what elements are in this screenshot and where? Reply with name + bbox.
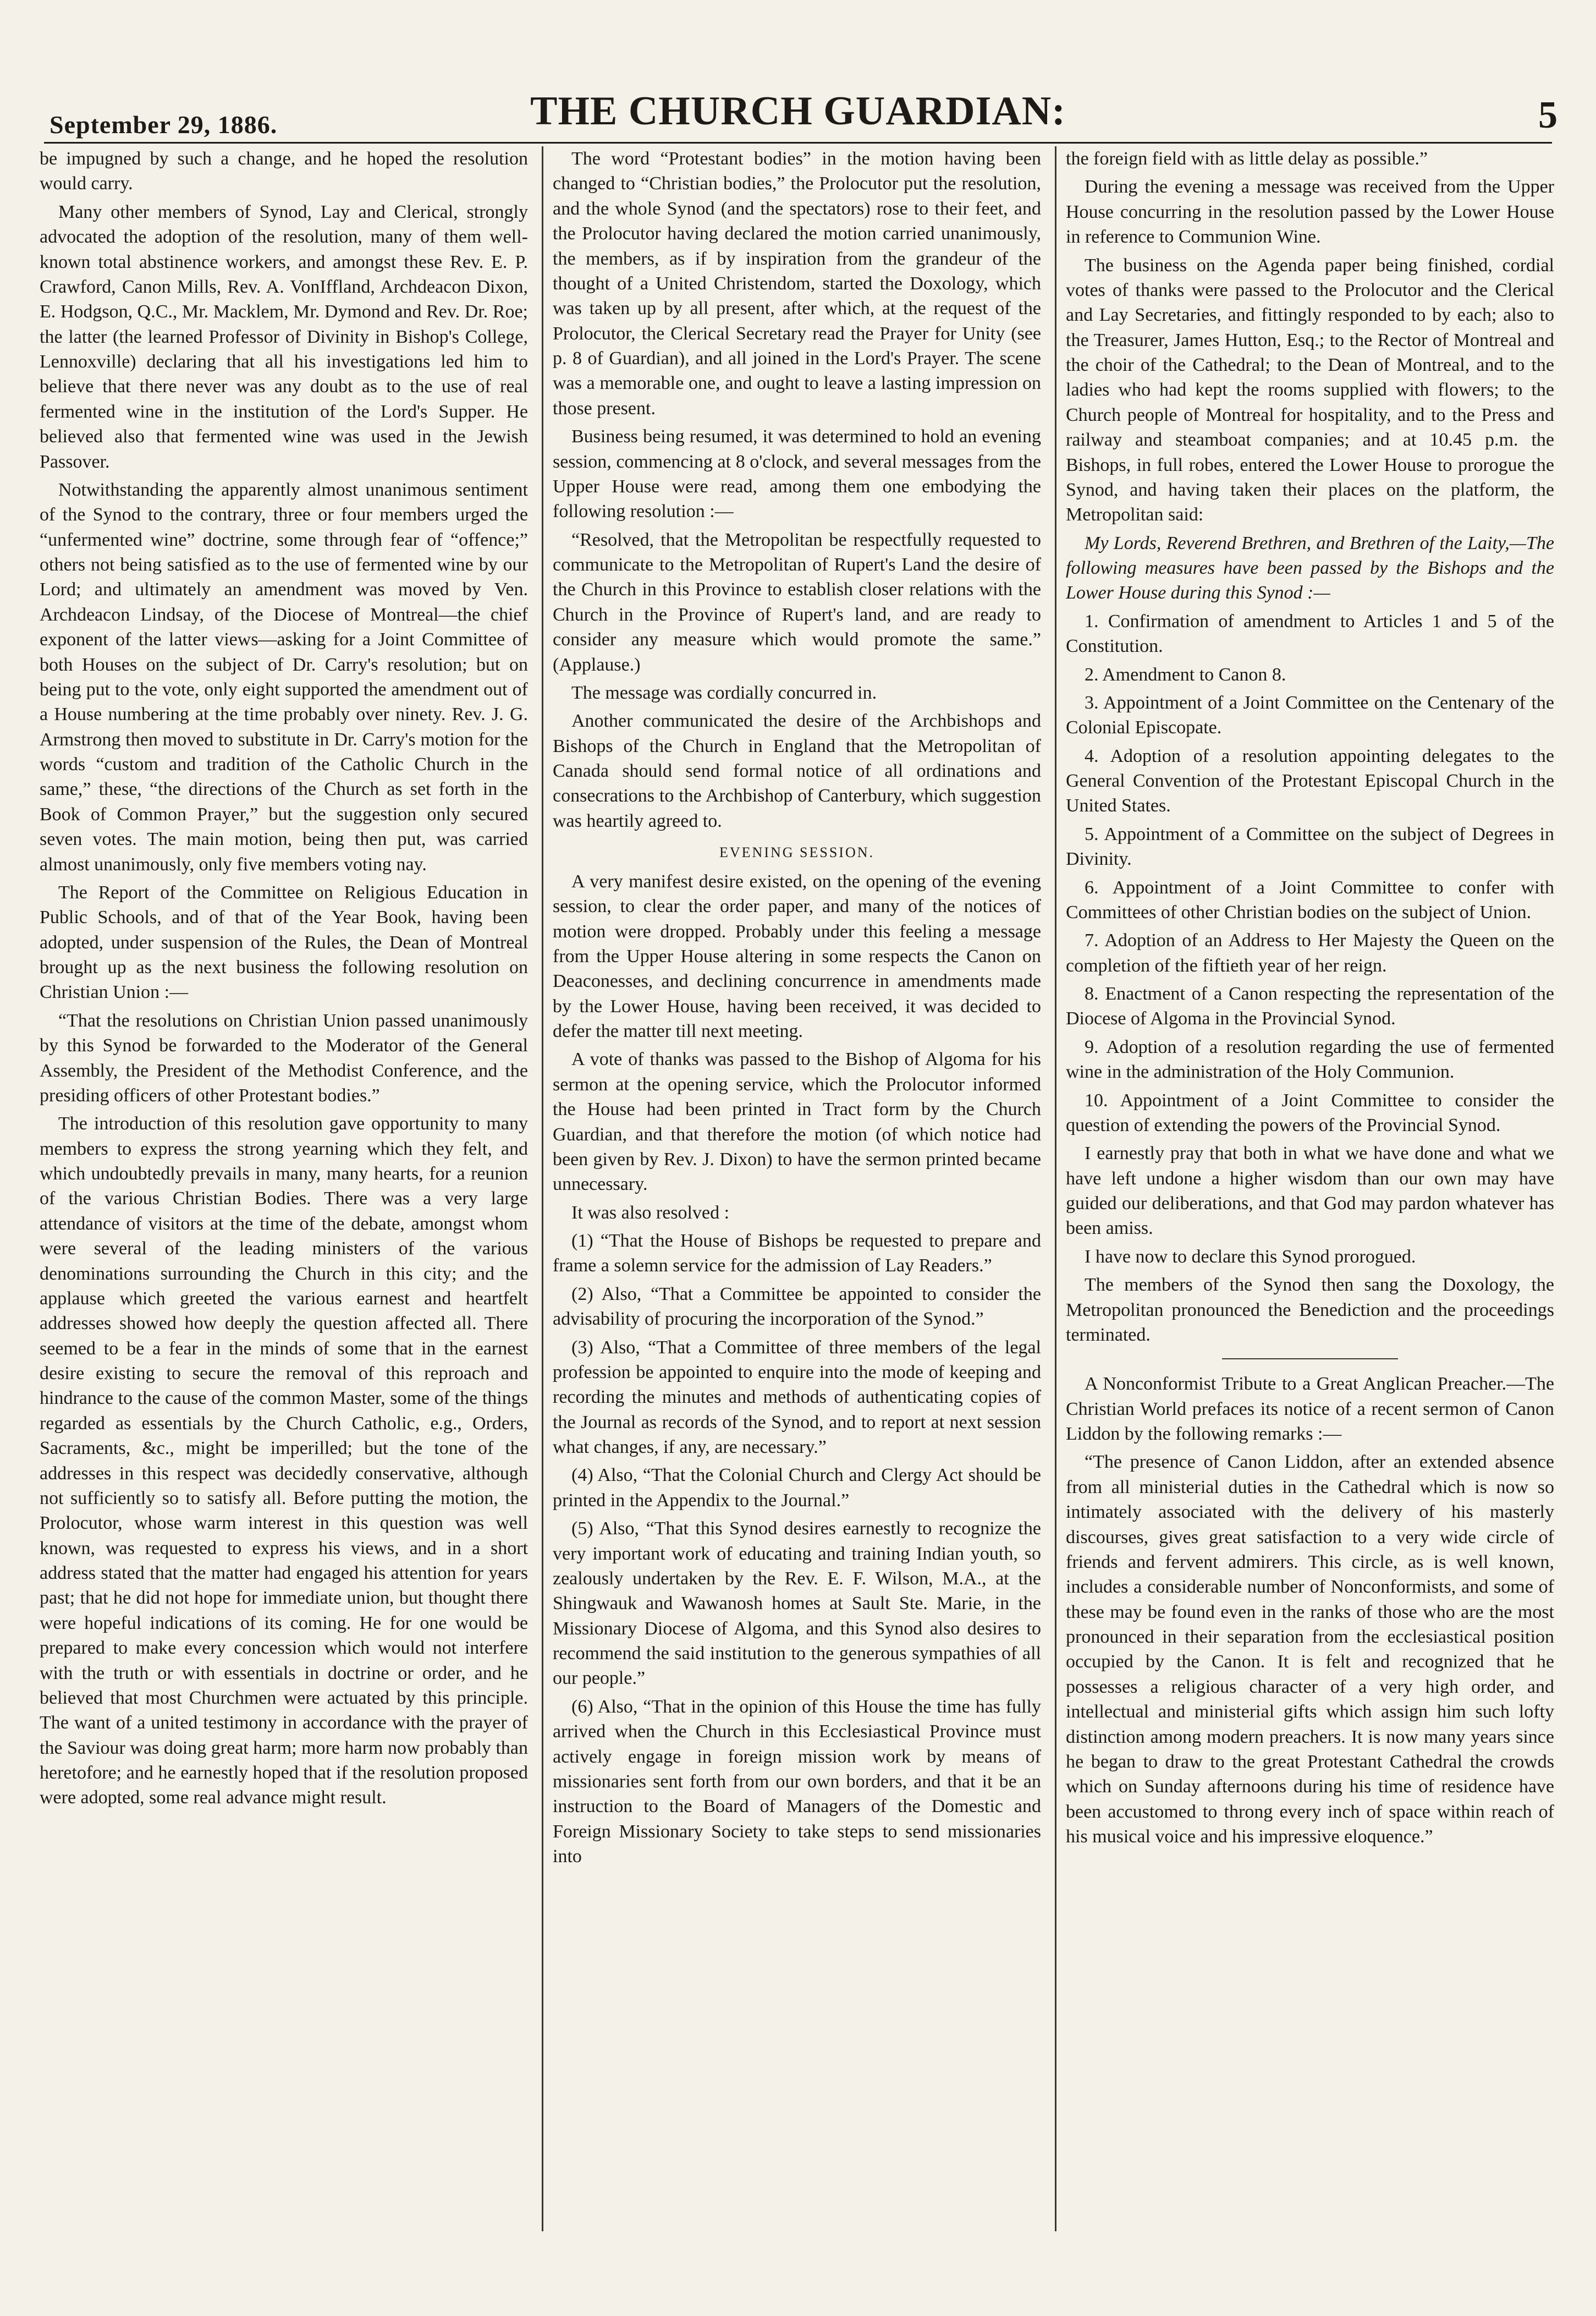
paragraph: Notwithstanding the apparently almost unanimous sentiment of the Synod to the contrary, three or four members urged the “unfermented wine” doctrine, some through fear of “offence;” others not being satisfied as to the use of fermented wine by our Lord; and ultimately an amendment was moved by Ven. Archdeacon Lindsay, of the Diocese of Montreal—the chief exponent of the latter views—asking for a Joint Committee of both Houses on the subject of Dr. Carry's resolution; but on being put to the vote, only eight supported the amendment out of a House numbering at the time probably over ninety. Rev. J. G. Armstrong then moved to substitute in Dr. Carry's motion for the words “custom and tradition of the Catholic Church in the same,” these, “the directions of the Church as set forth in the Book of Common Prayer,” but the suggestion only secured seven votes. The main motion, being then put, was carried almost unanimously, only five members voting nay. [40,479,528,875]
quoted-remarks: “The presence of Canon Liddon, after an extended absence from all ministerial duties in the Cathedral which is now so intimately associated with the delivery of his masterly discourses, gives great satisfaction to a very wide circle of friends and fervent admirers. This circle, as is well known, includes a considerable number of Nonconformists, and some of these may be found even in the ranks of those who are the most pronounced in their separation from the ecclesiastical position occupied by the Canon. It is felt and recognized that he possesses a religious character of a very high order, and intellectual and ministerial gifts which assign him such lofty distinction among modern preachers. It is now many years since he began to draw to the great Protestant Cathedral the crowds which on Sunday afternoons during his time of residence have been accustomed to throng every inch of space within reach of his musical voice and his impressive eloquence.” [1066,1452,1554,1847]
measure-item: 2. Amendment to Canon 8. [1085,664,1286,685]
paragraph: Another communicated the desire of the Archbishops and Bishops of the Church in England that the Metropolitan of Canada should send formal notice of all ordinations and consecrations to the Archbishop of Canterbury, which suggestion was heartily agreed to. [553,711,1041,831]
section-heading: EVENING SESSION. [719,844,874,861]
resolution-item: (5) Also, “That this Synod desires earnestly to recognize the very important work of educating and training Indian youth, so zealously undertaken by the Rev. E. F. Wilson, M.A., at the Shingwauk and Wawanosh homes at Sault Ste. Marie, in the Missionary Diocese of Algoma, and this Synod also desires to recommend the said institution to the generous sympathies of all our people.” [553,1518,1041,1689]
paragraph: The Report of the Committee on Religious Education in Public Schools, and of that of the Year Book, having been adopted, under suspension of the Rules, the Dean of Montreal brought up as the next business the following resolution on Christian Union :— [40,882,528,1003]
measure-item: 5. Appointment of a Committee on the subject of Degrees in Divinity. [1066,824,1554,870]
newspaper-title: THE CHURCH GUARDIAN: [530,89,1066,134]
resolution-item: (3) Also, “That a Committee of three members of the legal profession be appointed to enquire into the mode of keeping and recording the minutes and methods of authenticating copies of the Journal as records of the Synod, and to report at next session what changes, if any, are necessary.” [553,1337,1041,1458]
article-lead: A Nonconformist Tribute to a Great Anglican Preacher.—The Christian World prefaces its notice of a recent sermon of Canon Liddon by the following remarks :— [1066,1374,1554,1444]
measure-item: 7. Adoption of an Address to Her Majesty the Queen on the completion of the fiftieth year of her reign. [1066,930,1554,976]
paragraph: During the evening a message was received from the Upper House concurring in the resolution passed by the Lower House in reference to Communion Wine. [1066,177,1554,248]
section-divider [1222,1358,1398,1359]
column-2 [553,146,1041,2295]
paragraph: be impugned by such a change, and he hoped the resolution would carry. [40,149,528,194]
paragraph: It was also resolved : [571,1202,730,1223]
resolution-item: (1) “That the House of Bishops be requested to prepare and frame a solemn service for the admission of Lay Readers.” [553,1231,1041,1276]
paragraph: The message was cordially concurred in. [571,682,877,703]
measure-item: 3. Appointment of a Joint Committee on the Centenary of the Colonial Episcopate. [1066,692,1554,738]
paragraph: The introduction of this resolution gave opportunity to many members to express the strong yearning which they felt, and which undoubtedly prevails in many, many hearts, for a reunion of the various Christian Bodies. There was a very large attendance of visitors at the time of the debate, amongst whom were several of the leading ministers of the various denominations surrounding the Church in this city; and the applause which greeted the various earnest and heartfelt addresses showed how deeply the question affected all. There seemed to be a fear in the minds of some that in the earnest desire existing to secure the removal of this reproach and hindrance to the cause of the common Master, some of the things regarded as essentials by the Church Catholic, e.g., Orders, Sacraments, &c., might be imperilled; but the tone of the addresses in this respect was decidedly conservative, although not sufficiently so to satisfy all. Before putting the motion, the Prolocutor, whose warm interest in this question was well known, was requested to express his views, and in a short address stated that the matter had engaged his attention for years past; that he did not hope for immediate union, but thought there were hopeful indications of its coming. He for one would be prepared to make every concession which would not interfere with the truth or with essentials in doctrine or order, and he believed that most Churchmen were actuated by this principle. The want of a united testimony in accordance with the prayer of the Saviour was doing great harm; more harm now probably than heretofore; and he earnestly hoped that if the resolution proposed were adopted, some real advance might result. [40,1113,528,1808]
paragraph: Many other members of Synod, Lay and Clerical, strongly advocated the adoption of the resolution, many of them well-known total abstinence workers, and amongst these Rev. E. P. Crawford, Canon Mills, Rev. A. VonIffland, Archdeacon Dixon, E. Hodgson, Q.C., Mr. Macklem, Mr. Dymond and Rev. Dr. Roe; the latter (the learned Professor of Divinity in Bishop's College, Lennoxville) declaring that all his investigations led him to believe that there never was any doubt as to the use of real fermented wine in the institution of the Lord's Supper. He believed also that fermented wine was used in the Jewish Passover. [40,201,528,472]
paragraph: I have now to declare this Synod prorogued. [1085,1246,1416,1267]
measure-item: 9. Adoption of a resolution regarding the use of fermented wine in the administration of the Holy Communion. [1066,1036,1554,1083]
column-3 [1066,146,1554,2295]
resolution-quote: “Resolved, that the Metropolitan be respectfully requested to communicate to the Metropolitan of Rupert's Land the desire of the Church in this Province to establish closer relations with the Church in the Province of Rupert's land, and are ready to consider any measure which would promote the same.” (Applause.) [553,529,1041,675]
paragraph: A very manifest desire existed, on the opening of the evening session, to clear the order paper, and many of the notices of motion were dropped. Probably under this feeling a message from the Upper House altering in some respects the Canon on Deaconesses, and declining concurrence in amendments made by the Lower House, having been received, it was decided to defer the matter till next meeting. [553,871,1041,1042]
issue-date: September 29, 1886. [49,111,278,139]
paragraph: The word “Protestant bodies” in the motion having been changed to “Christian bodies,” the Prolocutor put the resolution, and the whole Synod (and the spectators) rose to their feet, and the Prolocutor having declared the motion carried unanimously, the members, as if by inspiration from the grandeur of the thought of a United Christendom, started the Doxology, which was taken up by all present, after which, at the request of the Prolocutor, the Clerical Secretary read the Prayer for Unity (see p. 8 of Guardian), and all joined in the Lord's Prayer. The scene was a memorable one, and ought to leave a lasting impression on those present. [553,149,1041,419]
paragraph: the foreign field with as little delay as possible.” [1066,149,1428,169]
column-divider [542,146,543,2231]
measure-item: 4. Adoption of a resolution appointing delegates to the General Convention of the Protestant Episcopal Church in the United States. [1066,745,1554,816]
paragraph: The business on the Agenda paper being finished, cordial votes of thanks were passed to the Prolocutor and the Clerical and Lay Secretaries, and fittingly responded to by each; also to the Treasurer, James Hutton, Esq.; to the Rector of Montreal and the choir of the Cathedral; to the Dean of Montreal, and to the ladies who had kept the rooms supplied with flowers; to the Church people of Montreal for hospitality, and to the Press and railway and steamboat companies; and at 10.45 p.m. the Bishops, in full robes, entered the Lower House to prorogue the Synod, and having taken their places on the platform, the Metropolitan said: [1066,255,1554,525]
paragraph: The members of the Synod then sang the Doxology, the Metropolitan pronounced the Benediction and the proceedings terminated. [1066,1275,1554,1345]
masthead-rule [44,142,1552,144]
page-number: 5 [1538,94,1558,136]
measure-item: 8. Enactment of a Canon respecting the representation of the Diocese of Algoma in the Provincial Synod. [1066,984,1554,1029]
address-salutation: My Lords, Reverend Brethren, and Brethren of the Laity,—The following measures have been passed by the Bishops and the Lower House during this Synod :— [1066,533,1554,603]
column-divider [1055,146,1056,2231]
measure-item: 1. Confirmation of amendment to Articles 1 and 5 of the Constitution. [1066,611,1554,657]
measure-item: 6. Appointment of a Joint Committee to confer with Committees of other Christian bodies on the subject of Union. [1066,877,1554,923]
paragraph: I earnestly pray that both in what we have done and what we have left undone a higher wisdom than our own may have guided our deliberations, and that God may pardon whatever has been amiss. [1066,1143,1554,1239]
paragraph: Business being resumed, it was determined to hold an evening session, commencing at 8 o'clock, and several messages from the Upper House were read, among them one embodying the following resolution :— [553,426,1041,522]
masthead [0,0,1596,140]
resolution-item: (6) Also, “That in the opinion of this House the time has fully arrived when the Church in this Ecclesiastical Province must actively engage in foreign mission work by means of missionaries sent forth from our own borders, and that it be an instruction to the Board of Managers of the Domestic and Foreign Missionary Society to take steps to send missionaries into [553,1696,1041,1867]
resolution-item: (4) Also, “That the Colonial Church and Clergy Act should be printed in the Appendix to the Journal.” [553,1465,1041,1511]
resolution-item: (2) Also, “That a Committee be appointed to consider the advisability of procuring the incorporation of the Synod.” [553,1283,1041,1330]
resolution-quote: “That the resolutions on Christian Union passed unanimously by this Synod be forwarded to the Moderator of the General Assembly, the President of the Methodist Conference, and the presiding officers of other Protestant bodies.” [40,1010,528,1106]
paragraph: A vote of thanks was passed to the Bishop of Algoma for his sermon at the opening service, which the Prolocutor informed the House had been printed in Tract form by the Church Guardian, and that therefore the motion (of which notice had been given by Rev. J. Dixon) to have the sermon printed became unnecessary. [553,1049,1041,1195]
measure-item: 10. Appointment of a Joint Committee to consider the question of extending the powers of the Provincial Synod. [1066,1090,1554,1135]
column-1 [40,146,528,2295]
